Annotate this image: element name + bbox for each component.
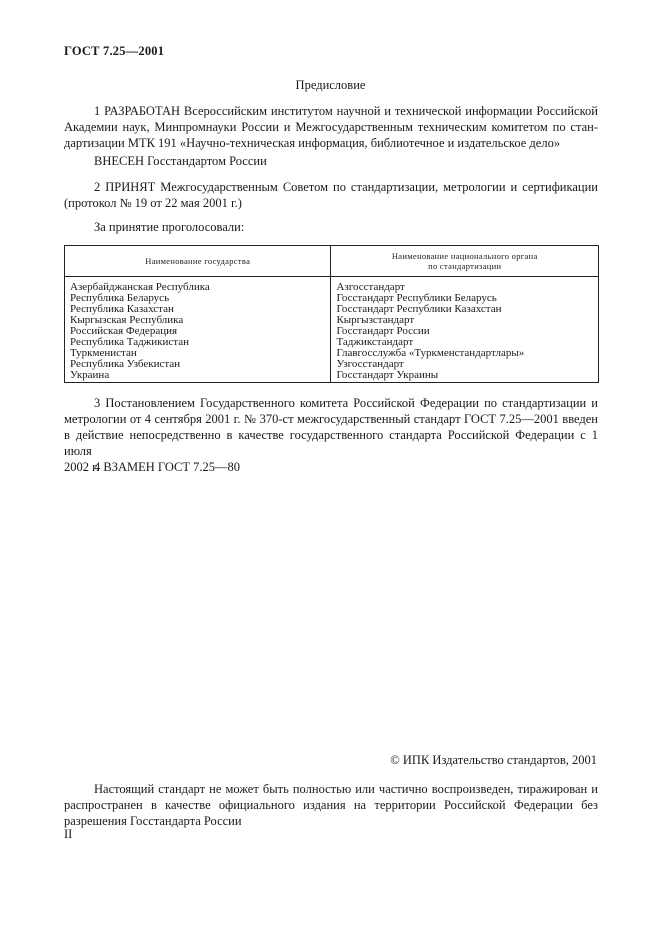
paragraph-line: Академии наук, Минпромнауки России и Межгосударственным техническим комитетом по стан- bbox=[64, 120, 598, 134]
paragraph-line: 4 ВЗАМЕН ГОСТ 7.25—80 bbox=[94, 460, 240, 474]
paragraph-line: метрологии от 4 сентября 2001 г. № 370-ст межгосударственный стандарт ГОСТ 7.25—2001 введен bbox=[64, 412, 598, 426]
paragraph-line: распространен в качестве официального издания на территории Российской Федерации без bbox=[64, 798, 598, 812]
paragraph-voted bbox=[64, 219, 598, 235]
paragraph-line: 2002 г. bbox=[64, 460, 99, 474]
paragraph-line: 1 РАЗРАБОТАН Всероссийским институтом научной и технической информации Российской bbox=[94, 104, 598, 118]
section-title: Предисловие bbox=[295, 78, 366, 92]
body-cell: Узгосстандарт bbox=[331, 359, 599, 370]
page-number: II bbox=[64, 827, 73, 841]
body-cell: Госстандарт Республики Беларусь bbox=[331, 293, 599, 304]
paragraph-line: разрешения Госстандарта России bbox=[64, 814, 242, 828]
header-national-body: Наименование национального органа по стандартизации bbox=[331, 246, 599, 277]
paragraph-line: Настоящий стандарт не может быть полностью или частично воспроизведен, тиражирован и bbox=[94, 782, 598, 796]
document-code-header: ГОСТ 7.25—2001 bbox=[64, 44, 165, 58]
paragraph-line: 3 Постановлением Государственного комитета Российской Федерации по стандартизации и bbox=[94, 396, 598, 410]
paragraph-line: ВНЕСЕН Госстандартом России bbox=[94, 154, 267, 168]
table-row bbox=[65, 277, 599, 294]
table-row bbox=[65, 370, 599, 383]
body-cell: Кыргызстандарт bbox=[331, 315, 599, 326]
table-header-row bbox=[65, 246, 599, 277]
copyright-notice: © ИПК Издательство стандартов, 2001 bbox=[390, 753, 597, 767]
body-cell: Главгосслужба «Туркменстандартлары» bbox=[331, 348, 599, 359]
state-cell: Украина bbox=[65, 370, 331, 383]
paragraph-line: в действие непосредственно в качестве государственного стандарта Российской Федерации с 1 июля bbox=[64, 428, 598, 458]
state-cell: Российская Федерация bbox=[65, 326, 331, 337]
voting-table bbox=[64, 245, 599, 383]
body-cell: Госстандарт Республики Казахстан bbox=[331, 304, 599, 315]
state-cell: Азербайджанская Республика bbox=[65, 277, 331, 294]
state-cell: Республика Казахстан bbox=[65, 304, 331, 315]
paragraph-line: 2 ПРИНЯТ Межгосударственным Советом по стандартизации, метрологии и сертификации bbox=[94, 180, 598, 194]
table-row bbox=[65, 359, 599, 370]
body-cell: Госстандарт России bbox=[331, 326, 599, 337]
state-cell: Туркменистан bbox=[65, 348, 331, 359]
paragraph-reproduction-notice bbox=[64, 781, 598, 829]
state-cell: Республика Беларусь bbox=[65, 293, 331, 304]
paragraph-introduced bbox=[64, 153, 598, 169]
state-cell: Кыргызская Республика bbox=[65, 315, 331, 326]
paragraph-replaces bbox=[64, 459, 598, 475]
body-cell: Таджикстандарт bbox=[331, 337, 599, 348]
header-state-name: Наименование государства bbox=[65, 246, 331, 277]
paragraph-line: За принятие проголосовали: bbox=[94, 220, 245, 234]
state-cell: Республика Узбекистан bbox=[65, 359, 331, 370]
body-cell: Азгосстандарт bbox=[331, 277, 599, 294]
body-cell: Госстандарт Украины bbox=[331, 370, 599, 383]
paragraph-developed bbox=[64, 103, 598, 151]
paragraph-line: дартизации МТК 191 «Научно-техническая информация, библиотечное и издательское дело» bbox=[64, 136, 561, 150]
paragraph-adopted bbox=[64, 179, 598, 211]
paragraph-line: (протокол № 19 от 22 мая 2001 г.) bbox=[64, 196, 242, 210]
state-cell: Республика Таджикистан bbox=[65, 337, 331, 348]
